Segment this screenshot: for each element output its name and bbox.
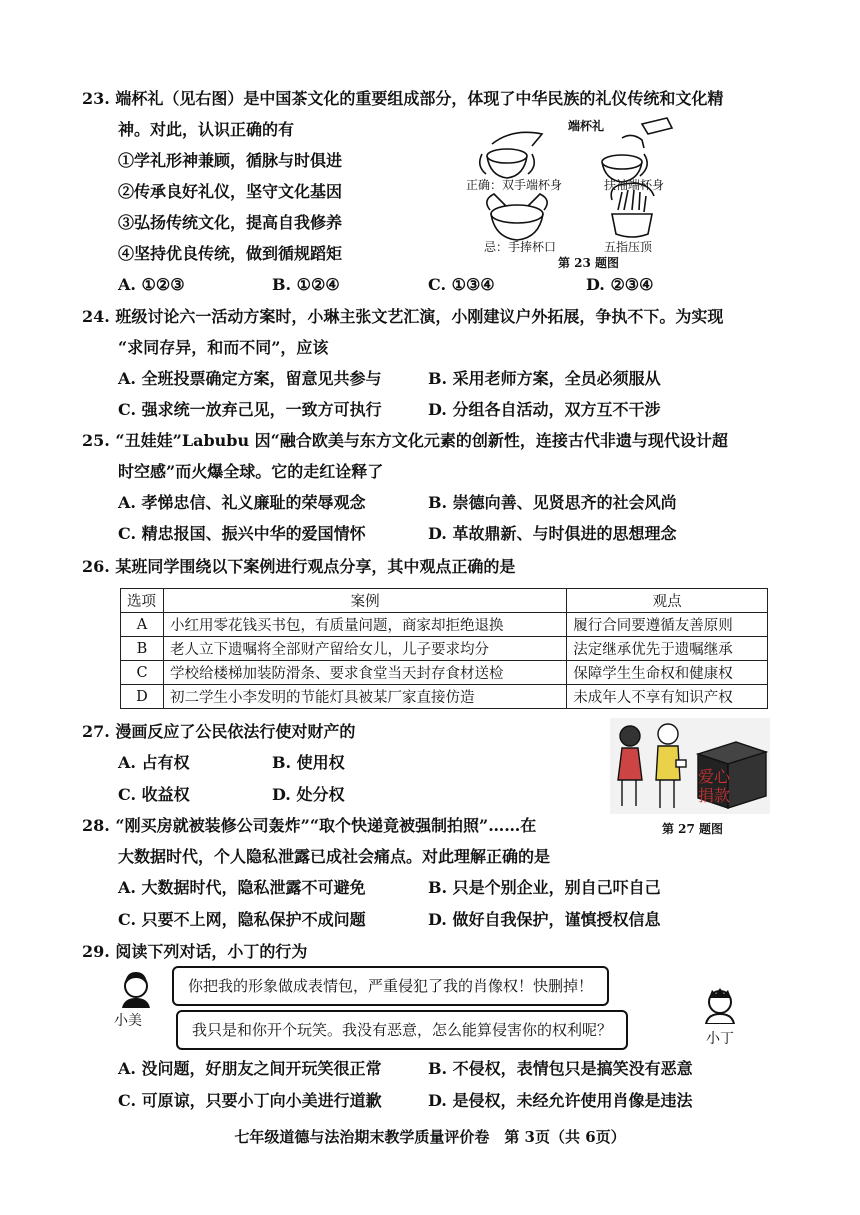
speaker-xiaoding: 小丁 <box>706 1031 734 1047</box>
q27-number: 27. <box>82 722 110 741</box>
q26-case-table <box>120 588 768 709</box>
q29-stem-text: 阅读下列对话，小丁的行为 <box>115 942 308 961</box>
table-header-row <box>121 589 768 613</box>
table-cell-view: 保障学生生命权和健康权 <box>567 661 768 685</box>
q23-figure-label-correct: 正确：双手端杯身 <box>466 178 563 192</box>
speech-bubble-xiaoding: 我只是和你开个玩笑。我没有恶意，怎么能算侵害你的权利呢？ <box>176 1010 628 1050</box>
q23-stem-text1: 端杯礼（见右图）是中国茶文化的重要组成部分，体现了中华民族的礼仪传统和文化精 <box>115 89 724 108</box>
table-cell-view: 履行合同要遵循友善原则 <box>567 613 768 637</box>
q27-box-text2: 捐款 <box>698 786 731 805</box>
q29-option-c: C. 可原谅，只要小丁向小美进行道歉 <box>118 1091 382 1110</box>
q28-stem-line2: 大数据时代，个人隐私泄露已成社会痛点。对此理解正确的是 <box>118 847 551 866</box>
q25-option-b: B. 崇德向善、见贤思齐的社会风尚 <box>428 493 677 512</box>
table-cell-option: B <box>121 637 164 661</box>
q29-option-d: D. 是侵权，未经允许使用肖像是违法 <box>428 1091 693 1110</box>
table-cell-option: C <box>121 661 164 685</box>
q24-option-b: B. 采用老师方案，全员必须服从 <box>428 369 661 388</box>
speech-bubble-xiaomei: 你把我的形象做成表情包，严重侵犯了我的肖像权！快删掉！ <box>172 966 609 1006</box>
table-header-option: 选项 <box>121 589 164 613</box>
q25-option-d: D. 革故鼎新、与时俱进的思想理念 <box>428 524 677 543</box>
q27-option-b: B. 使用权 <box>272 753 345 772</box>
q25-stem-line2: 时空感”而火爆全球。它的走红诠释了 <box>118 462 384 481</box>
q27-option-c: C. 收益权 <box>118 785 190 804</box>
q27-option-d: D. 处分权 <box>272 785 345 804</box>
table-cell-case: 学校给楼梯加装防滑条、要求食堂当天封存食材送检 <box>164 661 567 685</box>
q27-stem-line <box>82 721 355 743</box>
q27-option-a: A. 占有权 <box>118 753 190 772</box>
q23-number: 23. <box>82 89 110 108</box>
q28-stem-text1: “刚买房就被装修公司轰炸”“取个快递竟被强制拍照”……在 <box>115 816 537 835</box>
q23-figure-caption: 第 23 题图 <box>558 256 620 270</box>
q24-option-d: D. 分组各自活动，双方互不干涉 <box>428 400 661 419</box>
table-cell-case: 小红用零花钱买书包，有质量问题，商家却拒绝退换 <box>164 613 567 637</box>
q28-option-c: C. 只要不上网，隐私保护不成问题 <box>118 910 366 929</box>
avatar-xiaoding <box>700 984 740 1024</box>
q27-figure <box>610 718 770 814</box>
q23-option-d: D. ②③④ <box>586 275 654 294</box>
q23-figure-label-avoid: 忌：手捧杯口 <box>484 240 557 254</box>
q23-option-c: C. ①③④ <box>428 275 495 294</box>
q29-option-a: A. 没问题，好朋友之间开玩笑很正常 <box>118 1059 382 1078</box>
q24-stem-line1 <box>82 306 723 328</box>
q28-number: 28. <box>82 816 110 835</box>
q23-figure-label-five: 五指压顶 <box>604 240 653 254</box>
q28-option-d: D. 做好自我保护，谨慎授权信息 <box>428 910 661 929</box>
q28-option-b: B. 只是个别企业，别自己吓自己 <box>428 878 661 897</box>
q23-item-4: ④坚持优良传统，做到循规蹈矩 <box>118 244 343 263</box>
q26-stem-line <box>82 556 515 578</box>
table-cell-view: 未成年人不享有知识产权 <box>567 685 768 709</box>
q24-option-c: C. 强求统一放弃己见，一致方可执行 <box>118 400 382 419</box>
table-cell-view: 法定继承优先于遗嘱继承 <box>567 637 768 661</box>
table-cell-case: 老人立下遗嘱将全部财产留给女儿，儿子要求均分 <box>164 637 567 661</box>
table-row <box>121 661 768 685</box>
q23-item-3: ③弘扬传统文化，提高自我修养 <box>118 213 343 232</box>
q23-stem-line2: 神。对此，认识正确的有 <box>118 120 295 139</box>
q27-stem-text: 漫画反应了公民依法行使对财产的 <box>115 722 356 741</box>
q24-stem-text1: 班级讨论六一活动方案时，小琳主张文艺汇演，小刚建议户外拓展，争执不下。为实现 <box>115 307 724 326</box>
q29-stem-line <box>82 941 307 963</box>
q26-stem-text: 某班同学围绕以下案例进行观点分享，其中观点正确的是 <box>115 557 516 576</box>
page-footer: 七年级道德与法治期末教学质量评价卷 第 3页（共 6页） <box>234 1128 626 1146</box>
q27-figure-caption: 第 27 题图 <box>662 822 724 836</box>
q24-stem-line2: “求同存异，和而不同”，应该 <box>118 338 329 357</box>
q29-number: 29. <box>82 942 110 961</box>
table-header-case: 案例 <box>164 589 567 613</box>
q23-figure-label-sleeve: 扶袖端杯身 <box>604 178 665 192</box>
speaker-xiaomei: 小美 <box>114 1013 142 1029</box>
q25-stem-line1 <box>82 430 728 452</box>
q25-option-c: C. 精忠报国、振兴中华的爱国情怀 <box>118 524 366 543</box>
q23-item-2: ②传承良好礼仪，坚守文化基因 <box>118 182 343 201</box>
q29-option-b: B. 不侵权，表情包只是搞笑没有恶意 <box>428 1059 693 1078</box>
table-header-view: 观点 <box>567 589 768 613</box>
q23-item-1: ①学礼形神兼顾，循脉与时俱进 <box>118 151 343 170</box>
table-cell-option: D <box>121 685 164 709</box>
q23-option-a: A. ①②③ <box>118 275 185 294</box>
q25-option-a: A. 孝悌忠信、礼义廉耻的荣辱观念 <box>118 493 366 512</box>
q24-option-a: A. 全班投票确定方案，留意见共参与 <box>118 369 382 388</box>
table-cell-case: 初二学生小李发明的节能灯具被某厂家直接仿造 <box>164 685 567 709</box>
q23-figure-title: 端杯礼 <box>568 119 605 133</box>
q26-number: 26. <box>82 557 110 576</box>
q23-stem-line1 <box>82 88 723 110</box>
q25-stem-text1: “丑娃娃”Labubu 因“融合欧美与东方文化元素的创新性，连接古代非遗与现代设计超 <box>115 431 728 450</box>
table-cell-option: A <box>121 613 164 637</box>
table-row <box>121 637 768 661</box>
q28-option-a: A. 大数据时代，隐私泄露不可避免 <box>118 878 366 897</box>
table-row <box>121 613 768 637</box>
q27-box-text1: 爱心 <box>698 767 731 786</box>
q25-number: 25. <box>82 431 110 450</box>
q23-option-b: B. ①②④ <box>272 275 340 294</box>
q24-number: 24. <box>82 307 110 326</box>
q28-stem-line1 <box>82 815 536 837</box>
avatar-xiaomei <box>116 968 156 1008</box>
table-row <box>121 685 768 709</box>
